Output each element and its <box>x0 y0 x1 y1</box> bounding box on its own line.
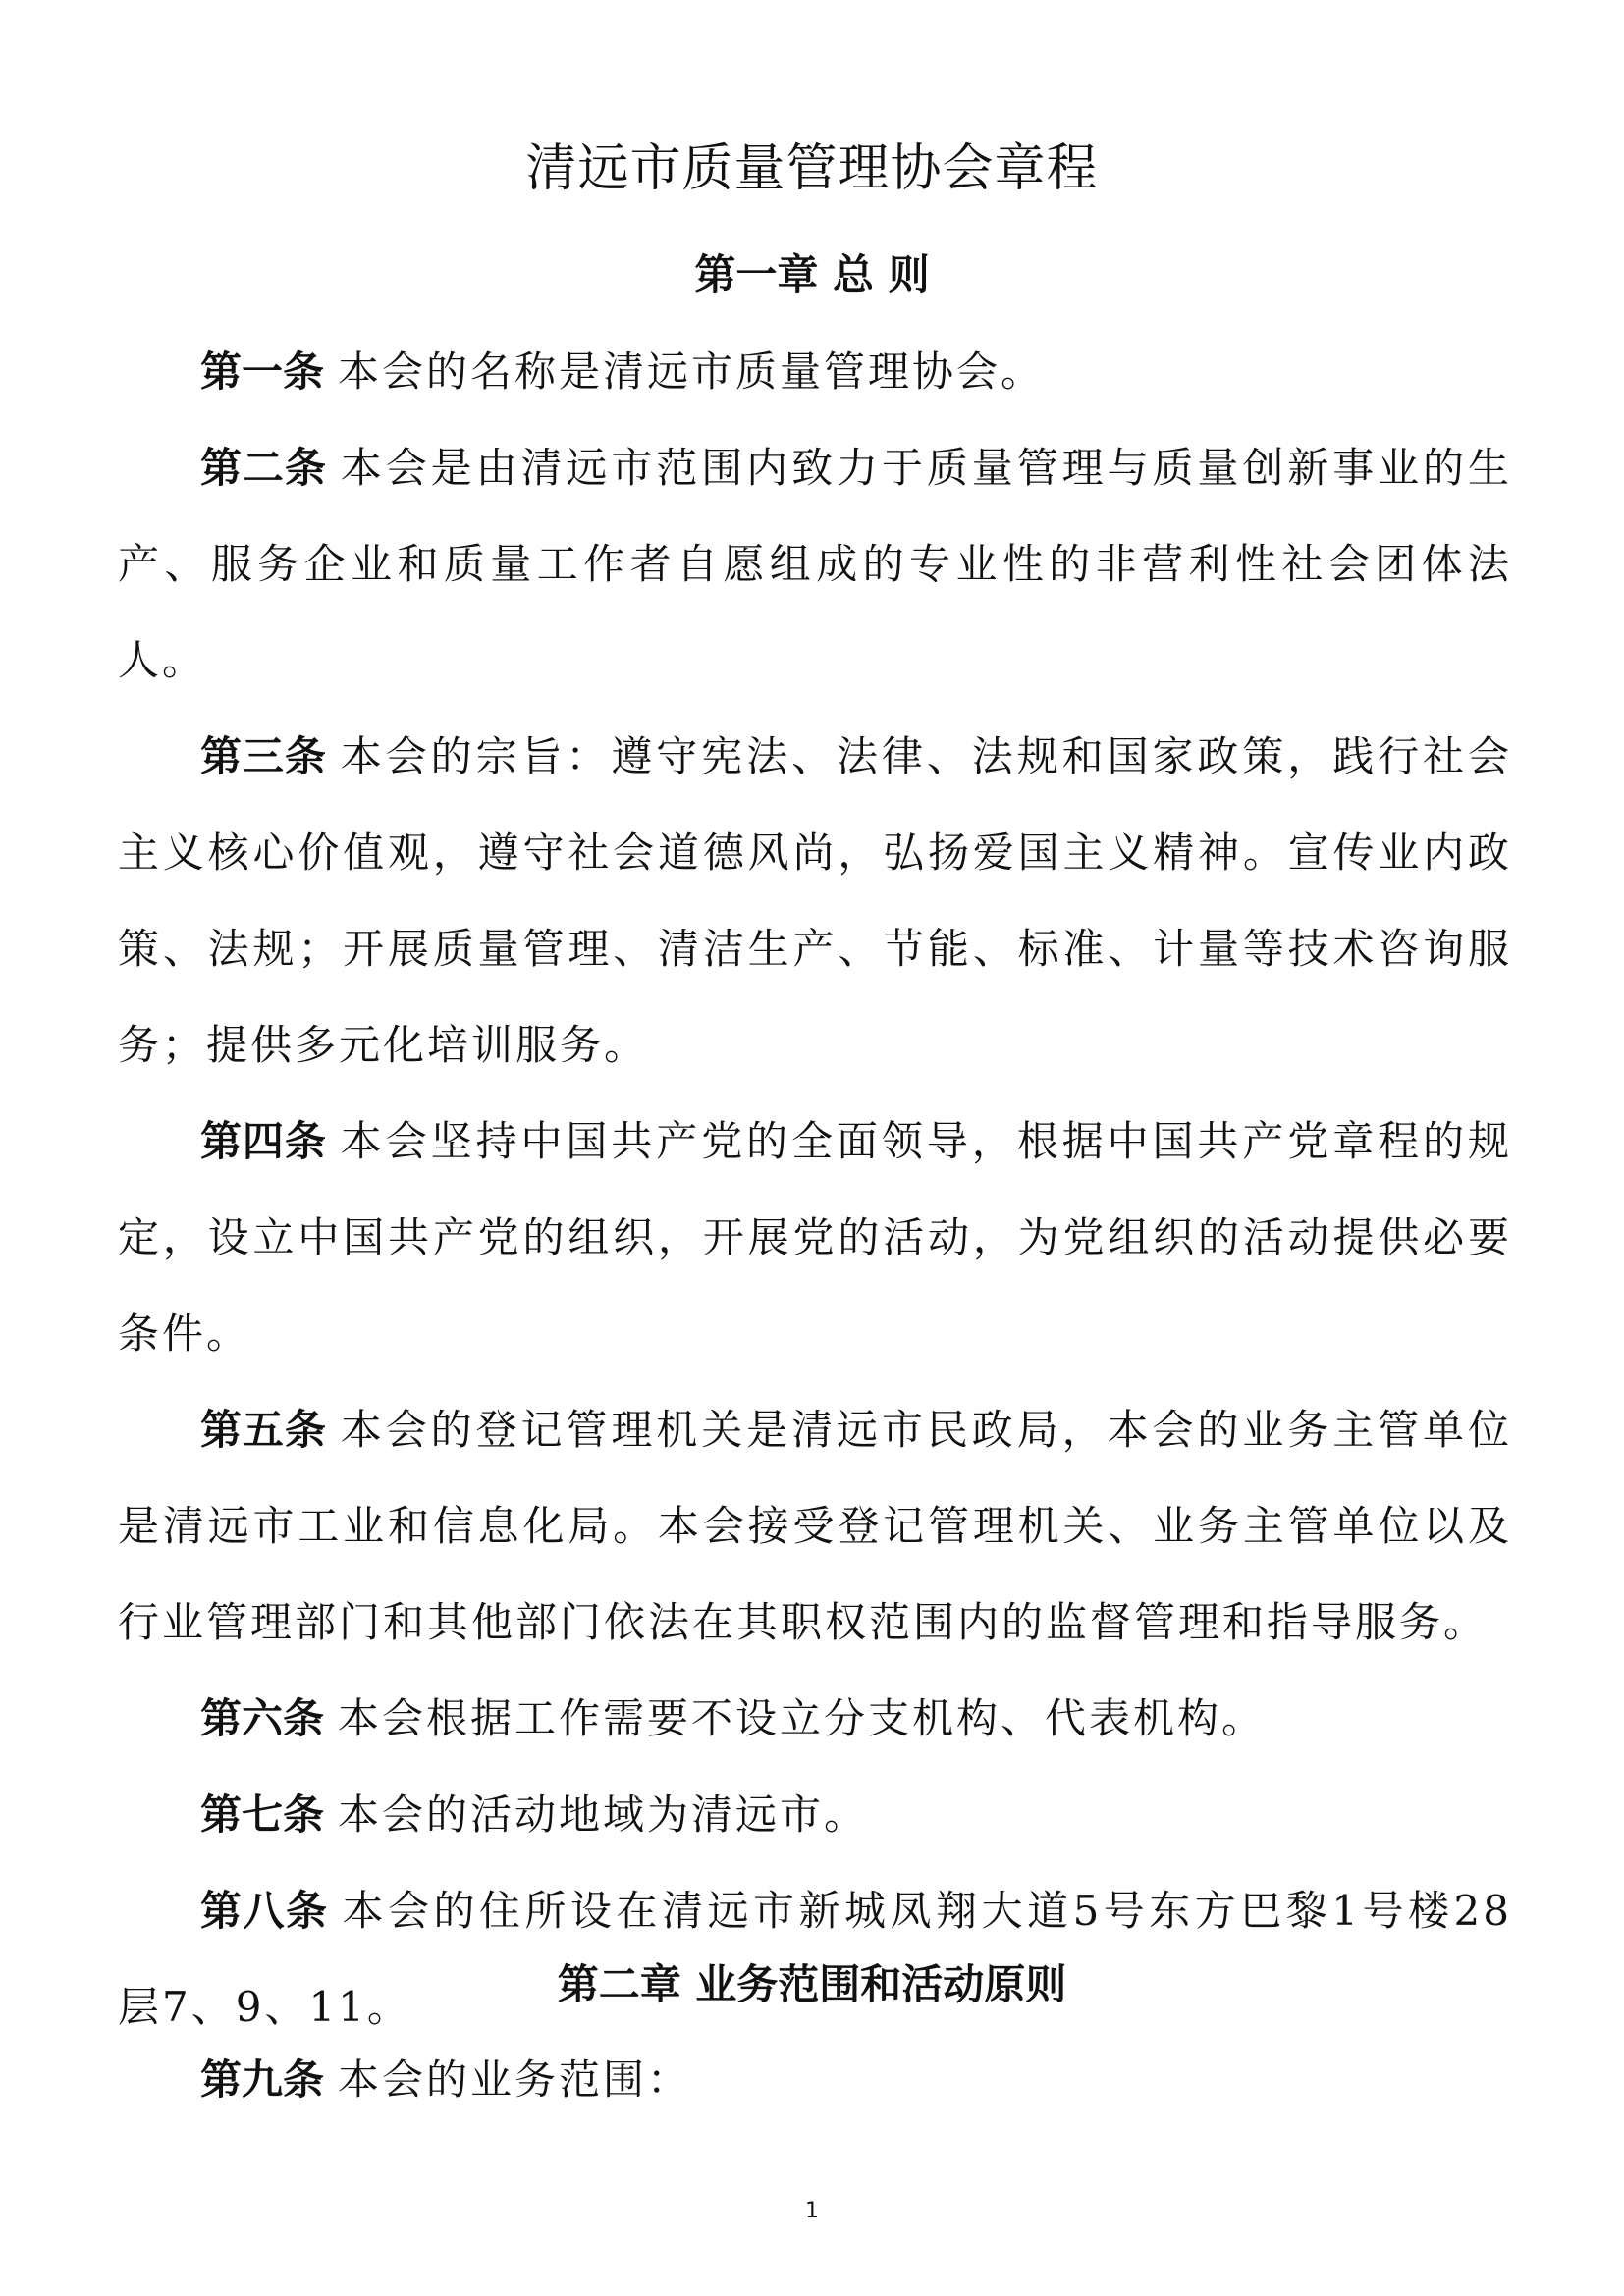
article-paragraph <box>118 1767 1512 1863</box>
document-title: 清远市质量管理协会章程 <box>525 139 1099 198</box>
chapter-body <box>118 2032 1512 2128</box>
article-paragraph <box>118 1671 1512 1767</box>
chapter-heading: 第一章 总 则 <box>694 250 930 298</box>
article-paragraph <box>118 2032 1512 2128</box>
article-label: 第六条 <box>200 1694 325 1742</box>
article-paragraph <box>118 324 1512 420</box>
article-label: 第四条 <box>200 1117 327 1165</box>
article-text: 本会的活动地域为清远市。 <box>338 1790 869 1839</box>
page-number: 1 <box>805 2199 819 2223</box>
article-text: 本会的宗旨：遵守宪法、法律、法规和国家政策，践行社会主义核心价值观，遵守社会道德风尚，弘扬爱国主义精神。宣传业内政策、法规；开展质量管理、清洁生产、节能、标准、计量等技术咨询服务；提供多元化培训服务。 <box>118 732 1512 1069</box>
article-text: 本会的业务范围： <box>338 2056 692 2104</box>
article-label: 第八条 <box>200 1887 329 1935</box>
article-label: 第九条 <box>200 2056 325 2104</box>
article-label: 第五条 <box>200 1406 327 1454</box>
article-label: 第七条 <box>200 1790 325 1839</box>
article-text: 本会是由清远市范围内致力于质量管理与质量创新事业的生产、服务企业和质量工作者自愿组成的专业性的非营利性社会团体法人。 <box>118 444 1512 684</box>
article-text: 本会的登记管理机关是清远市民政局，本会的业务主管单位是清远市工业和信息化局。本会接受登记管理机关、业务主管单位以及行业管理部门和其他部门依法在其职权范围内的监督管理和指导服务。 <box>118 1406 1512 1646</box>
article-text: 本会的住所设在清远市新城凤翔大道5号东方巴黎1号楼28层7、9、11。 <box>118 1887 1512 2031</box>
chapter-body <box>118 324 1512 2056</box>
article-label: 第三条 <box>200 732 327 780</box>
article-text: 本会的名称是清远市质量管理协会。 <box>338 347 1046 396</box>
chapter-heading: 第二章 业务范围和活动原则 <box>557 1960 1067 2008</box>
article-paragraph <box>118 420 1512 709</box>
article-label: 第一条 <box>200 347 325 396</box>
article-paragraph <box>118 1094 1512 1382</box>
article-text: 本会坚持中国共产党的全面领导，根据中国共产党章程的规定，设立中国共产党的组织，开展党的活动，为党组织的活动提供必要条件。 <box>118 1117 1512 1358</box>
article-paragraph <box>118 1382 1512 1671</box>
article-paragraph <box>118 709 1512 1094</box>
article-text: 本会根据工作需要不设立分支机构、代表机构。 <box>338 1694 1267 1742</box>
article-label: 第二条 <box>200 444 327 492</box>
